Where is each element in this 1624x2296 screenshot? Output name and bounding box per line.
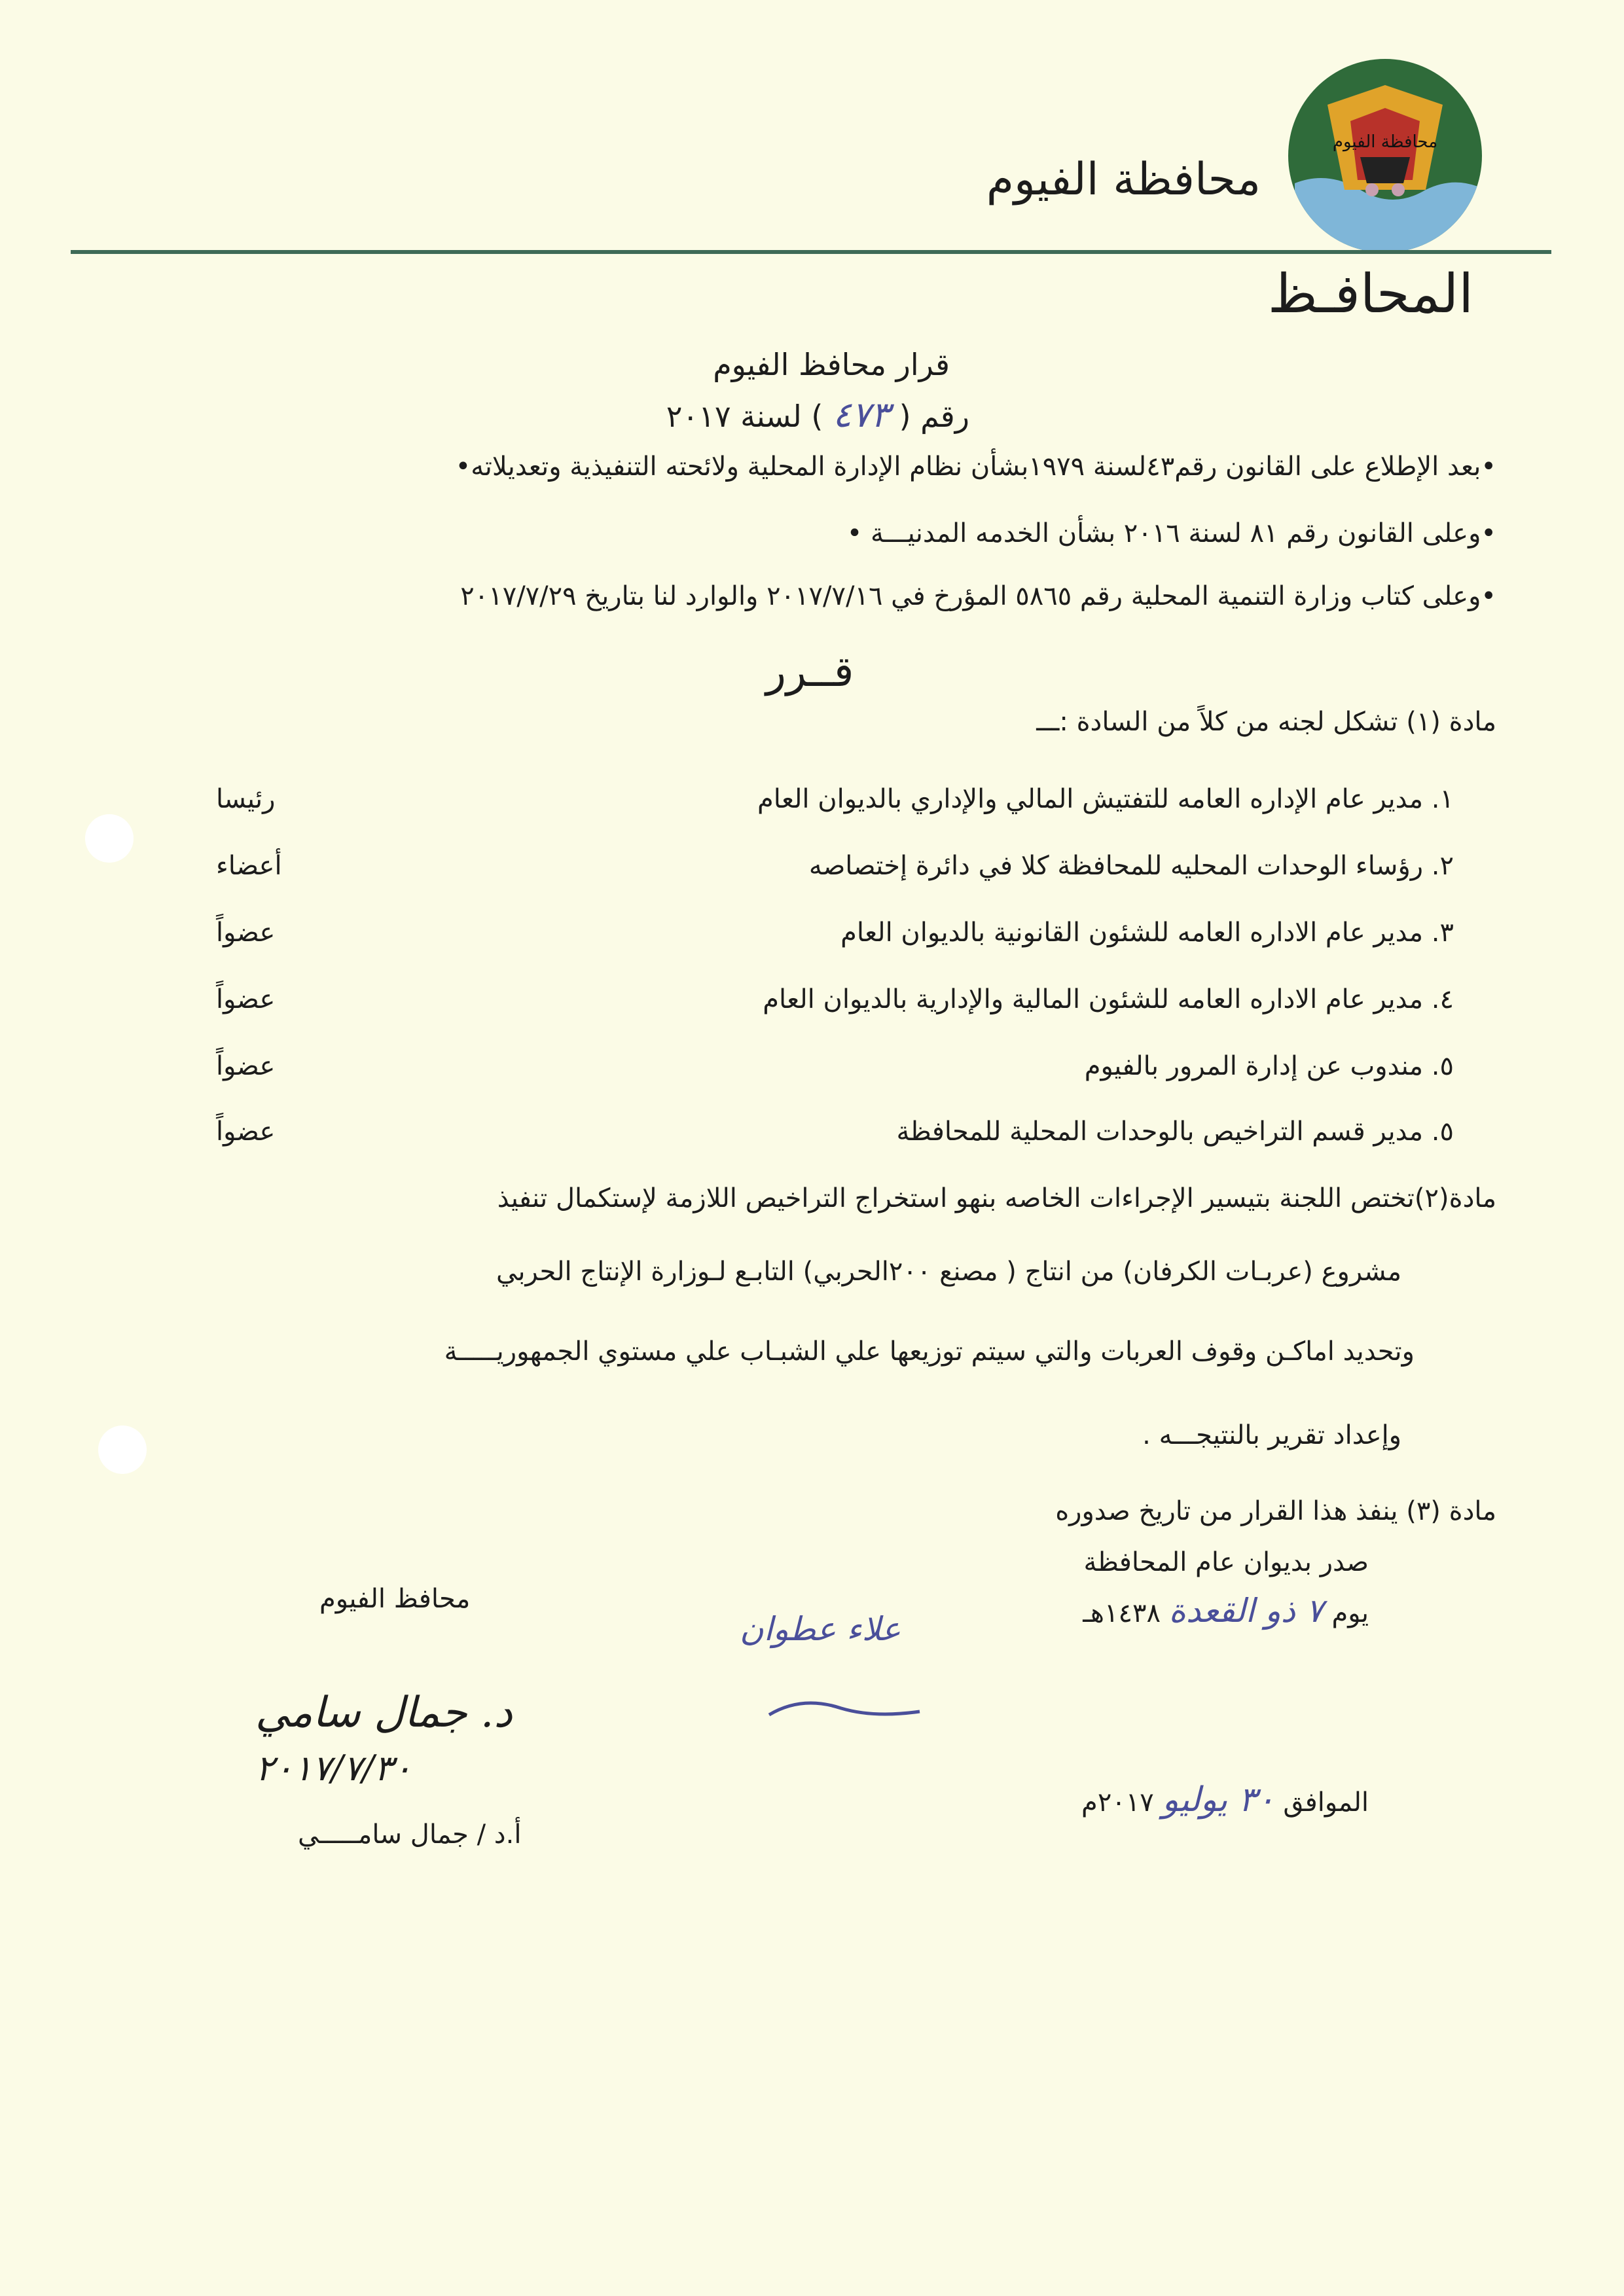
article-2-line: وإعداد تقرير بالنتيجـــه . [1142, 1420, 1401, 1450]
punch-hole [85, 814, 134, 863]
decision-title: قرار محافظ الفيوم [713, 347, 950, 382]
member-role: عضواً [216, 984, 276, 1014]
article-2-line: مادة(٢)تختص اللجنة بتيسير الإجراءات الخاصه بنهو استخراج التراخيص اللازمة لإستكمال تنفيذ [497, 1183, 1496, 1213]
article-2-line: مشروع (عربـات الكرفان) من انتاج ( مصنع ٢٠٠الحربي) التابـع لـوزارة الإنتاج الحربي [496, 1257, 1401, 1287]
member-name: ٥. مدير قسم التراخيص بالوحدات المحلية للمحافظة [896, 1117, 1454, 1147]
hijri-date-line [1083, 1592, 1369, 1630]
initials-flourish [763, 1682, 926, 1728]
hijri-handwritten: ٧ ذو القعدة [1168, 1592, 1324, 1630]
member-name: ٤. مدير عام الاداره العامه للشئون المالية والإدارية بالديوان العام [763, 984, 1454, 1014]
punch-hole [98, 1426, 147, 1474]
hijri-suffix: ١٤٣٨هـ [1083, 1598, 1161, 1628]
header-divider [71, 250, 1551, 254]
member-role: عضواً [216, 1117, 276, 1147]
decision-number-suffix: ) لسنة ٢٠١٧ [666, 399, 823, 434]
gregorian-handwritten: ٣٠ يوليو [1162, 1780, 1275, 1820]
svg-text:محافظة الفيوم: محافظة الفيوم [1332, 132, 1438, 152]
signatory-title: محافظ الفيوم [319, 1584, 471, 1614]
gregorian-prefix: الموافق [1283, 1787, 1369, 1818]
decision-number-prefix: رقم ( [899, 399, 969, 434]
member-role: رئيسا [216, 784, 276, 814]
member-role: عضواً [216, 918, 276, 948]
handwritten-initials: علاء عطوان [740, 1610, 901, 1648]
governorate-emblem [1288, 59, 1482, 253]
member-name: ٥. مندوب عن إدارة المرور بالفيوم [1084, 1051, 1454, 1081]
handwritten-signature-date: ٢٠١٧/٧/٣٠ [255, 1748, 412, 1789]
preamble-line: •بعد الإطلاع على القانون رقم٤٣لسنة ١٩٧٩بشأن نظام الإدارة المحلية ولائحته التنفيذية وتعديلاته• [455, 452, 1496, 482]
hijri-prefix: يوم [1331, 1598, 1369, 1628]
preamble-line: •وعلى كتاب وزارة التنمية المحلية رقم ٥٨٦٥ المؤرخ في ٢٠١٧/٧/١٦ والوارد لنا بتاريخ ٢٠١٧/٧/٢٩ [460, 581, 1496, 611]
handwritten-signature: د. جمال سامي [255, 1689, 513, 1737]
member-role: أعضاء [216, 851, 282, 881]
member-role: عضواً [216, 1051, 276, 1081]
issued-line: صدر بديوان عام المحافظة [1083, 1547, 1369, 1577]
preamble-line: •وعلى القانون رقم ٨١ لسنة ٢٠١٦ بشأن الخدمه المدنيـــة • [846, 518, 1496, 548]
decision-number-line [666, 394, 969, 435]
decided-heading: قــرر [766, 648, 854, 696]
article-2-line: وتحديد اماكـن وقوف العربات والتي سيتم توزيعها علي الشبـاب علي مستوي الجمهوريـــــة [444, 1336, 1415, 1367]
gregorian-suffix: ٢٠١٧م [1081, 1787, 1154, 1818]
governor-heading: المحافـظ [1267, 263, 1473, 325]
article-1-heading: مادة (١) تشكل لجنه من كلاً من السادة :ـــ [1036, 707, 1496, 737]
decision-number: ٤٧٣ [832, 394, 890, 435]
signatory-name: أ.د / جمال سامـــــي [298, 1820, 522, 1850]
member-name: ٢. رؤساء الوحدات المحليه للمحافظة كلا في دائرة إختصاصه [808, 851, 1454, 881]
gregorian-date-line [1081, 1780, 1369, 1820]
article-3: مادة (٣) ينفذ هذا القرار من تاريخ صدوره [1055, 1496, 1496, 1526]
header-title: محافظة الفيوم [986, 154, 1261, 206]
member-name: ١. مدير عام الإداره العامه للتفتيش المالي والإداري بالديوان العام [757, 784, 1454, 814]
member-name: ٣. مدير عام الاداره العامه للشئون القانونية بالديوان العام [840, 918, 1454, 948]
